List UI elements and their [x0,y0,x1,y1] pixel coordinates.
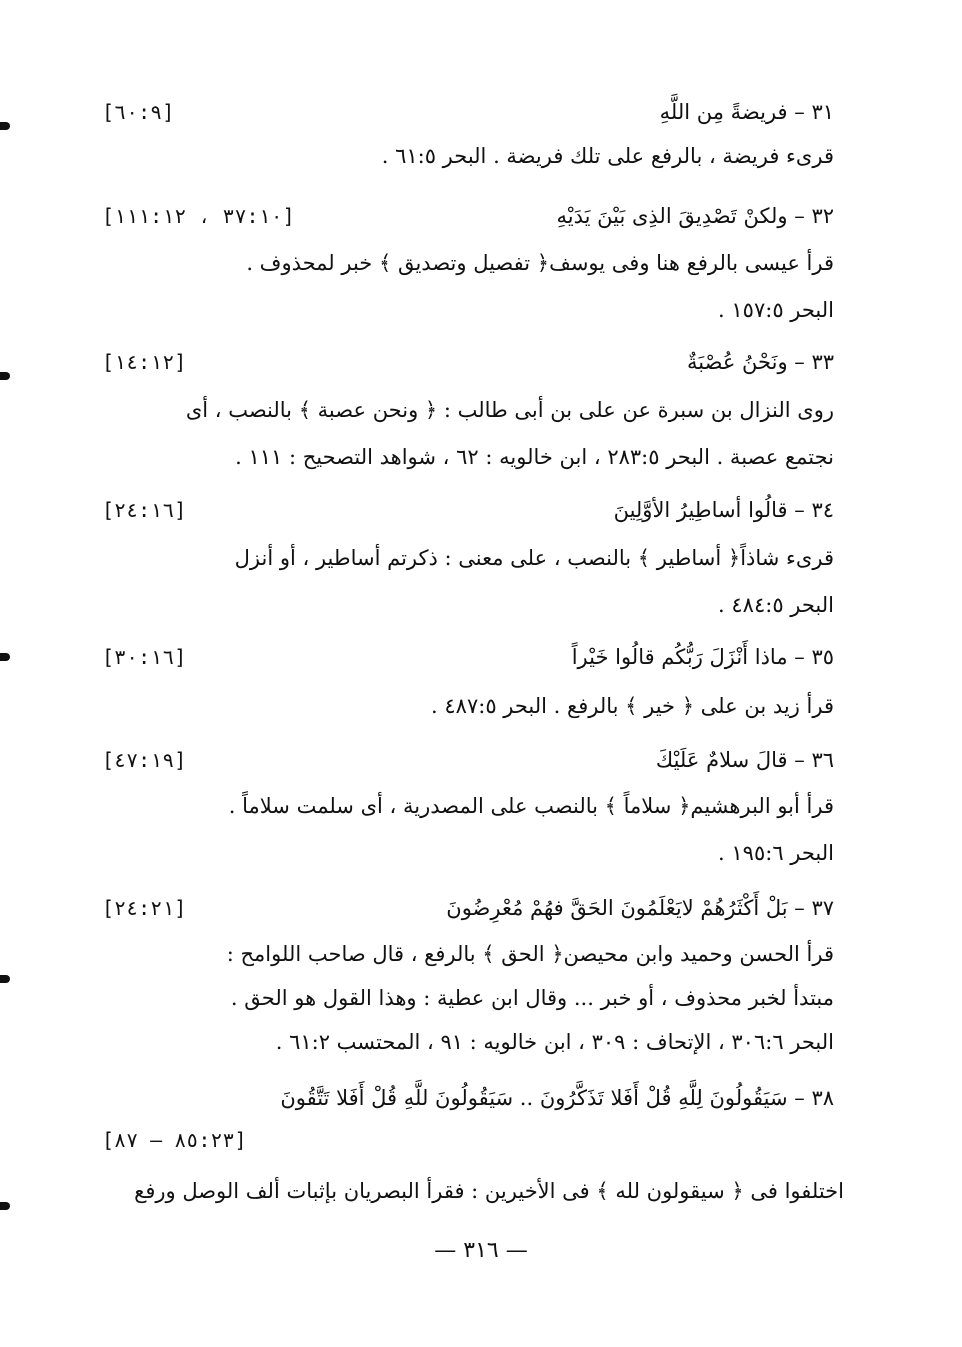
entry-32-header [102,196,834,236]
entry-33-line-1: روى النزال بن سبرة عن على بن أبى طالب : ﴿ ونحن عصبة ﴾ بالنصب ، أى [185,398,834,422]
scan-edge-mark [0,1202,10,1210]
entry-37-line-2: مبتدأ لخبر محذوف ، أو خبر ... وقال ابن عطية : وهذا القول هو الحق . [230,986,834,1010]
entry-37-line-3: البحر ٣٠٦:٦ ، الإتحاف : ٣٠٩ ، ابن خالويه : ٩١ ، المحتسب ٦١:٢ . [275,1030,834,1054]
verse-text: ٣٤ – قالُوا أساطِيرُ الأوَّلِينَ [613,498,834,522]
scan-edge-mark [0,653,10,661]
entry-32-line-2: البحر ١٥٧:٥ . [718,298,834,322]
entry-32-line-1: قرأ عيسى بالرفع هنا وفى يوسف﴿ تفصيل وتصديق ﴾ خبر لمحذوف . [246,251,834,275]
verse-text: ٣٧ – بَلْ أَكْثَرُهُمْ لايَعْلَمُونَ الحَقَّ فهُمْ مُعْرِضُونَ [446,896,834,920]
entry-33-header [102,342,834,382]
entry-36-line-2: البحر ١٩٥:٦ . [718,841,834,865]
entry-37-line-1: قرأ الحسن وحميد وابن محيصن﴿ الحق ﴾ بالرفع ، قال صاحب اللوامح : [226,942,834,966]
verse-text: ٣٣ – ونَحْنُ عُصْبَةٌ [687,350,834,374]
entry-37-header [102,888,834,928]
verse-reference: [٢٤:٢١] [102,896,187,920]
scan-edge-mark [0,122,10,130]
entry-31-header [102,92,834,132]
verse-text: ٣٦ – قالَ سلامٌ عَلَيْكَ [655,748,834,772]
verse-reference: [٣٠:١٦] [102,645,187,669]
entry-34-line-1: قرىء شاذاً﴿ أساطير ﴾ بالنصب ، على معنى : ذكرتم أساطير ، أو أنزل [234,546,834,570]
entry-34-header [102,490,834,530]
scan-edge-mark [0,372,10,380]
entry-36-line-1: قرأ أبو البرهشيم﴿ سلاماً ﴾ بالنصب على المصدرية ، أى سلمت سلاماً . [228,794,834,818]
entry-38-reference: [٨٥:٢٣ – ٨٧] [102,1128,247,1152]
entry-35-header [102,637,834,677]
verse-text: ٣٥ – ماذا أَنْزَلَ رَبُّكُم قالُوا خَيْراً [571,645,834,669]
entry-31-line-1: قرىء فريضة ، بالرفع على تلك فريضة . البحر ٦١:٥ . [381,144,834,168]
entry-36-header [102,740,834,780]
verse-reference: [٤٧:١٩] [102,748,187,772]
entry-34-line-2: البحر ٤٨٤:٥ . [718,593,834,617]
entry-38-line-1: اختلفوا فى ﴿ سيقولون لله ﴾ فى الأخيرين : فقرأ البصريان بإثبات ألف الوصل ورفع [134,1179,844,1203]
verse-reference: [١٤:١٢] [102,350,187,374]
scan-edge-mark [0,975,10,983]
verse-reference: [٣٧:١٠ ، ١١١:١٢] [102,204,295,228]
verse-text: ٣٢ – ولكنْ تَصْدِيقَ الذِى بَيْنَ يَدَيْهِ [556,204,834,228]
entry-33-line-2: نجتمع عصبة . البحر ٢٨٣:٥ ، ابن خالويه : ٦٢ ، شواهد التصحيح : ١١١ . [235,445,834,469]
verse-reference: [٦٠:٩] [102,100,175,124]
page-number: — ٣١٦ — [434,1238,528,1263]
verse-reference: [٢٤:١٦] [102,498,187,522]
verse-text: ٣١ – فريضةً مِن اللَّهِ [659,100,834,124]
entry-38-verse: ٣٨ – سَيَقُولُونَ لِلَّهِ قُلْ أَفَلا تَذَكَّرُونَ .. سَيَقُولُونَ للَّهِ قُلْ أَفَلا تَتَّقُونَ [280,1086,834,1110]
entry-35-line-1: قرأ زيد بن على ﴿ خير ﴾ بالرفع . البحر ٤٨٧:٥ . [431,694,834,718]
